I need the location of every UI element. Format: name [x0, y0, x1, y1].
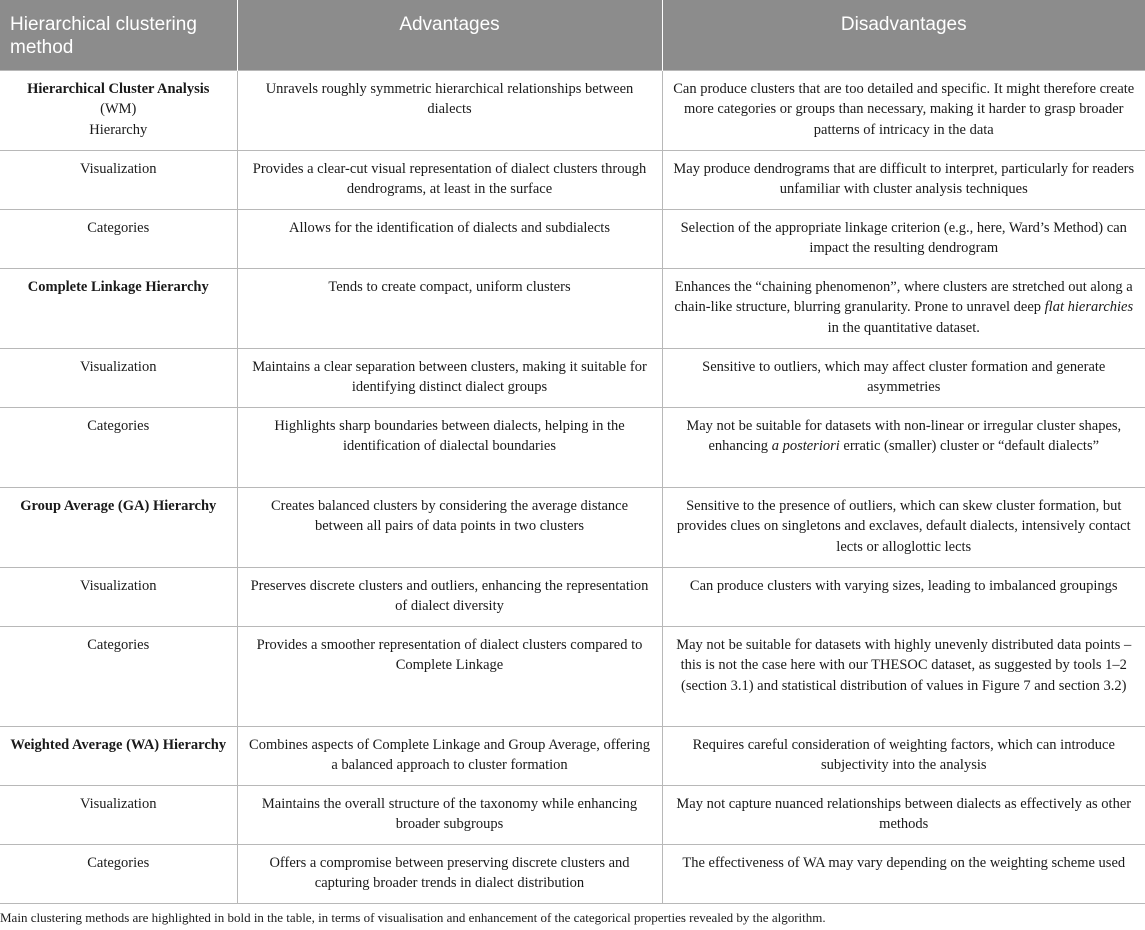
advantages-cell: Highlights sharp boundaries between dialects, helping in the identification of dialectal boundaries	[237, 407, 662, 487]
method-label: Group Average (GA) Hierarchy	[20, 497, 217, 514]
disadvantages-cell: Sensitive to outliers, which may affect cluster formation and generate asymmetries	[662, 348, 1145, 407]
method-cell	[0, 268, 237, 348]
table-row	[0, 726, 1145, 785]
disadvantages-text: in the quantitative dataset.	[827, 319, 980, 336]
method-label: Hierarchical Cluster Analysis	[27, 80, 210, 97]
disadvantages-cell: Requires careful consideration of weighting factors, which can introduce subjectivity into the analysis	[662, 726, 1145, 785]
advantages-cell: Provides a smoother representation of dialect clusters compared to Complete Linkage	[237, 626, 662, 726]
disadvantages-cell: Can produce clusters with varying sizes, leading to imbalanced groupings	[662, 567, 1145, 626]
table-row	[0, 150, 1145, 209]
disadvantages-cell: The effectiveness of WA may vary depending on the weighting scheme used	[662, 844, 1145, 903]
method-cell: Visualization	[0, 348, 237, 407]
table-row	[0, 844, 1145, 903]
table-row	[0, 407, 1145, 487]
table-row	[0, 567, 1145, 626]
table-row	[0, 70, 1145, 150]
table-row	[0, 348, 1145, 407]
disadvantages-cell: Can produce clusters that are too detailed and specific. It might therefore create more categories or groups than necessary, making it harder to grasp broader patterns of intricacy in the data	[662, 70, 1145, 150]
disadvantages-text: erratic (smaller) cluster or “default dialects”	[839, 438, 1100, 454]
disadvantages-cell: May not be suitable for datasets with highly unevenly distributed data points –this is not the case here with our THESOC dataset, as suggested by tools 1–2 (section 3.1) and statistical distribution of values in Figure 7 and section 3.2)	[662, 626, 1145, 726]
method-label-extra: Hierarchy	[89, 121, 148, 138]
disadvantages-emphasis: flat hierarchies	[1044, 299, 1134, 315]
method-cell	[0, 726, 237, 785]
disadvantages-cell: May not capture nuanced relationships between dialects as effectively as other methods	[662, 785, 1145, 844]
advantages-cell: Offers a compromise between preserving discrete clusters and capturing broader trends in dialect distribution	[237, 844, 662, 903]
method-label: Weighted Average (WA) Hierarchy	[10, 736, 227, 753]
method-cell: Visualization	[0, 567, 237, 626]
disadvantages-cell	[662, 268, 1145, 348]
method-cell	[0, 70, 237, 150]
disadvantages-emphasis: a posteriori	[771, 438, 840, 454]
method-cell: Categories	[0, 209, 237, 268]
header-disadvantages: Disadvantages	[662, 0, 1145, 70]
method-cell: Visualization	[0, 785, 237, 844]
method-cell: Categories	[0, 407, 237, 487]
advantages-cell: Combines aspects of Complete Linkage and Group Average, offering a balanced approach to cluster formation	[237, 726, 662, 785]
disadvantages-cell: Selection of the appropriate linkage criterion (e.g., here, Ward’s Method) can impact the resulting dendrogram	[662, 209, 1145, 268]
disadvantages-text: May not be suitable for datasets with non-linear or irregular cluster shapes, enhancing	[686, 417, 1122, 454]
table-footnote: Main clustering methods are highlighted in bold in the table, in terms of visualisation and enhancement of the categorical properties revealed by the algorithm.	[0, 910, 826, 925]
method-cell	[0, 487, 237, 567]
table-row	[0, 785, 1145, 844]
table-row	[0, 626, 1145, 726]
table-row	[0, 209, 1145, 268]
disadvantages-text: Enhances the “chaining phenomenon”, where clusters are stretched out along a chain-like structure, blurring granularity. Prone to unravel deep	[674, 278, 1133, 315]
table-row	[0, 268, 1145, 348]
disadvantages-cell	[662, 407, 1145, 487]
advantages-cell: Creates balanced clusters by considering the average distance between all pairs of data points in two clusters	[237, 487, 662, 567]
table-header-row	[0, 0, 1145, 70]
advantages-cell: Provides a clear-cut visual representation of dialect clusters through dendrograms, at least in the surface	[237, 150, 662, 209]
advantages-cell: Maintains a clear separation between clusters, making it suitable for identifying distinct dialect groups	[237, 348, 662, 407]
disadvantages-cell: May produce dendrograms that are difficult to interpret, particularly for readers unfamiliar with cluster analysis techniques	[662, 150, 1145, 209]
method-label-extra: (WM)	[100, 101, 137, 117]
advantages-cell: Allows for the identification of dialects and subdialects	[237, 209, 662, 268]
header-advantages: Advantages	[237, 0, 662, 70]
table-row	[0, 487, 1145, 567]
method-label: Complete Linkage Hierarchy	[27, 278, 209, 295]
method-cell: Categories	[0, 626, 237, 726]
method-cell: Categories	[0, 844, 237, 903]
method-cell: Visualization	[0, 150, 237, 209]
header-method: Hierarchical clustering method	[0, 0, 237, 70]
advantages-cell: Maintains the overall structure of the taxonomy while enhancing broader subgroups	[237, 785, 662, 844]
advantages-cell: Unravels roughly symmetric hierarchical relationships between dialects	[237, 70, 662, 150]
advantages-cell: Tends to create compact, uniform clusters	[237, 268, 662, 348]
disadvantages-cell: Sensitive to the presence of outliers, which can skew cluster formation, but provides clues on singletons and exclaves, default dialects, intensively contact lects or alloglottic lects	[662, 487, 1145, 567]
advantages-cell: Preserves discrete clusters and outliers, enhancing the representation of dialect diversity	[237, 567, 662, 626]
